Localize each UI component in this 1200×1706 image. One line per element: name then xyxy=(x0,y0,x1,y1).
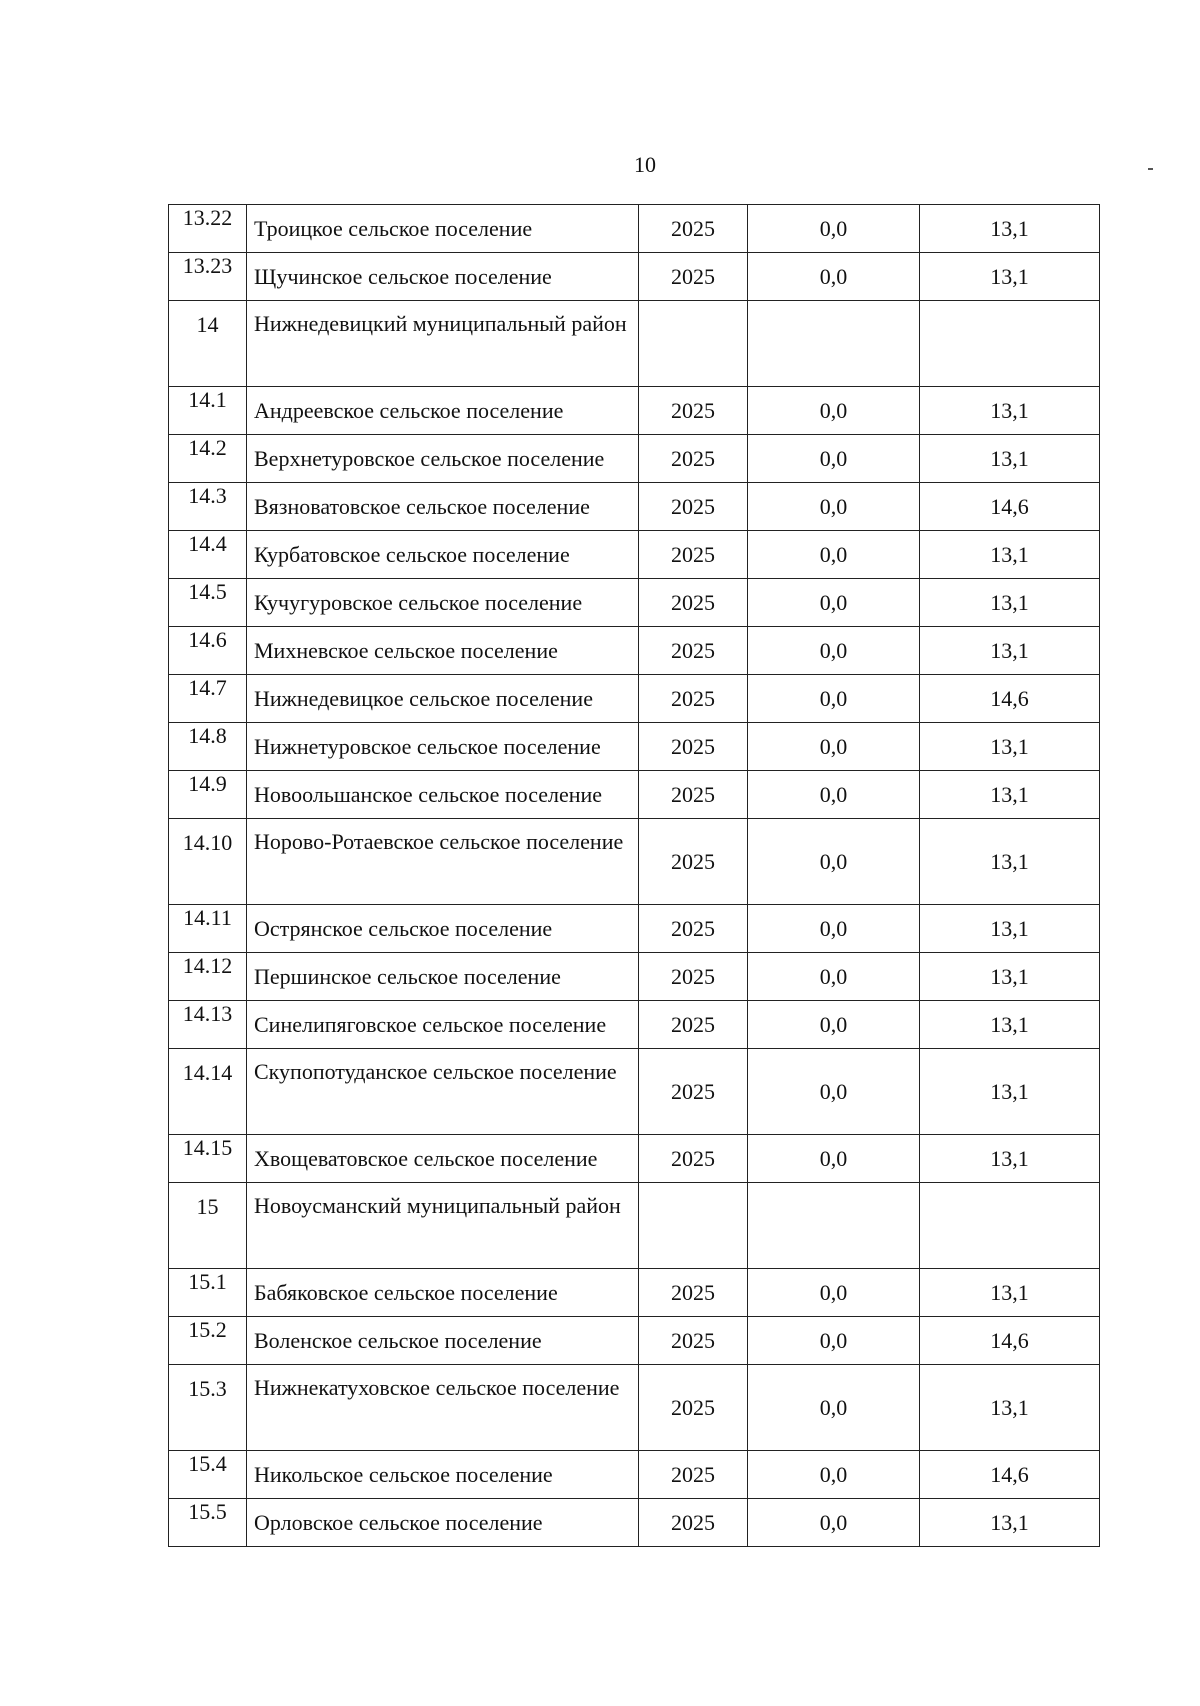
value-1-cell: 0,0 xyxy=(748,1001,920,1049)
value-1-cell: 0,0 xyxy=(748,771,920,819)
settlement-name-cell: Щучинское сельское поселение xyxy=(247,253,639,301)
value-1-cell: 0,0 xyxy=(748,1269,920,1317)
value-1-cell: 0,0 xyxy=(748,1135,920,1183)
table-row xyxy=(169,1317,1100,1365)
row-number-cell: 14 xyxy=(169,301,247,387)
value-1-cell: 0,0 xyxy=(748,953,920,1001)
row-number-cell: 14.15 xyxy=(169,1135,247,1183)
year-cell xyxy=(639,1183,748,1269)
value-1-cell: 0,0 xyxy=(748,1499,920,1547)
year-cell: 2025 xyxy=(639,953,748,1001)
row-number-cell: 15.4 xyxy=(169,1451,247,1499)
settlement-name-cell: Вязноватовское сельское поселение xyxy=(247,483,639,531)
row-number-cell: 13.23 xyxy=(169,253,247,301)
value-2-cell: 13,1 xyxy=(920,579,1100,627)
table-row xyxy=(169,675,1100,723)
settlement-name-cell: Курбатовское сельское поселение xyxy=(247,531,639,579)
row-number-cell: 15 xyxy=(169,1183,247,1269)
value-2-cell: 13,1 xyxy=(920,253,1100,301)
value-2-cell: 14,6 xyxy=(920,1317,1100,1365)
settlement-name-cell: Андреевское сельское поселение xyxy=(247,387,639,435)
value-1-cell xyxy=(748,301,920,387)
year-cell: 2025 xyxy=(639,1499,748,1547)
settlement-name-cell: Михневское сельское поселение xyxy=(247,627,639,675)
value-2-cell: 13,1 xyxy=(920,531,1100,579)
table-row xyxy=(169,953,1100,1001)
value-2-cell: 14,6 xyxy=(920,1451,1100,1499)
row-number-cell: 14.10 xyxy=(169,819,247,905)
settlement-name-cell: Новоусманский муниципальный район xyxy=(247,1183,639,1269)
settlement-name-cell: Скупопотуданское сельское поселение xyxy=(247,1049,639,1135)
settlement-name-cell: Верхнетуровское сельское поселение xyxy=(247,435,639,483)
value-2-cell: 13,1 xyxy=(920,1365,1100,1451)
value-2-cell: 13,1 xyxy=(920,1269,1100,1317)
settlement-name-cell: Бабяковское сельское поселение xyxy=(247,1269,639,1317)
value-2-cell: 13,1 xyxy=(920,1049,1100,1135)
row-number-cell: 14.3 xyxy=(169,483,247,531)
settlement-name-cell: Острянское сельское поселение xyxy=(247,905,639,953)
value-2-cell: 13,1 xyxy=(920,435,1100,483)
table-row xyxy=(169,1049,1100,1135)
value-1-cell: 0,0 xyxy=(748,387,920,435)
settlement-name-cell: Нижнекатуховское сельское поселение xyxy=(247,1365,639,1451)
row-number-cell: 15.3 xyxy=(169,1365,247,1451)
table-row xyxy=(169,627,1100,675)
row-number-cell: 15.2 xyxy=(169,1317,247,1365)
value-2-cell: 13,1 xyxy=(920,1499,1100,1547)
table-row xyxy=(169,771,1100,819)
settlement-name-cell: Нижнедевицкий муниципальный район xyxy=(247,301,639,387)
settlement-name-cell: Орловское сельское поселение xyxy=(247,1499,639,1547)
row-number-cell: 14.12 xyxy=(169,953,247,1001)
year-cell: 2025 xyxy=(639,1049,748,1135)
value-2-cell: 13,1 xyxy=(920,953,1100,1001)
value-2-cell: 13,1 xyxy=(920,627,1100,675)
year-cell: 2025 xyxy=(639,675,748,723)
row-number-cell: 14.5 xyxy=(169,579,247,627)
table-row xyxy=(169,435,1100,483)
year-cell: 2025 xyxy=(639,205,748,253)
value-2-cell: 13,1 xyxy=(920,905,1100,953)
value-1-cell: 0,0 xyxy=(748,1049,920,1135)
table-row xyxy=(169,387,1100,435)
year-cell: 2025 xyxy=(639,627,748,675)
settlement-name-cell: Норово-Ротаевское сельское поселение xyxy=(247,819,639,905)
row-number-cell: 14.13 xyxy=(169,1001,247,1049)
data-table xyxy=(168,204,1100,1547)
value-2-cell: 14,6 xyxy=(920,675,1100,723)
settlement-name-cell: Синелипяговское сельское поселение xyxy=(247,1001,639,1049)
table-row xyxy=(169,1451,1100,1499)
row-number-cell: 14.2 xyxy=(169,435,247,483)
row-number-cell: 13.22 xyxy=(169,205,247,253)
value-2-cell: 14,6 xyxy=(920,483,1100,531)
year-cell: 2025 xyxy=(639,579,748,627)
year-cell: 2025 xyxy=(639,723,748,771)
row-number-cell: 15.5 xyxy=(169,1499,247,1547)
table-row xyxy=(169,1001,1100,1049)
value-1-cell: 0,0 xyxy=(748,675,920,723)
row-number-cell: 14.6 xyxy=(169,627,247,675)
settlement-name-cell: Новоольшанское сельское поселение xyxy=(247,771,639,819)
scan-mark xyxy=(1148,168,1153,170)
page-number: 10 xyxy=(634,152,656,177)
table-body xyxy=(169,205,1100,1547)
row-number-cell: 15.1 xyxy=(169,1269,247,1317)
year-cell: 2025 xyxy=(639,1001,748,1049)
table-row xyxy=(169,531,1100,579)
settlement-name-cell: Нижнедевицкое сельское поселение xyxy=(247,675,639,723)
year-cell: 2025 xyxy=(639,1317,748,1365)
value-2-cell: 13,1 xyxy=(920,1001,1100,1049)
settlement-name-cell: Хвощеватовское сельское поселение xyxy=(247,1135,639,1183)
value-1-cell: 0,0 xyxy=(748,253,920,301)
value-1-cell: 0,0 xyxy=(748,435,920,483)
value-2-cell: 13,1 xyxy=(920,387,1100,435)
year-cell: 2025 xyxy=(639,1135,748,1183)
settlement-name-cell: Никольское сельское поселение xyxy=(247,1451,639,1499)
table-row xyxy=(169,579,1100,627)
value-1-cell: 0,0 xyxy=(748,819,920,905)
value-2-cell: 13,1 xyxy=(920,205,1100,253)
value-2-cell xyxy=(920,1183,1100,1269)
value-1-cell: 0,0 xyxy=(748,627,920,675)
table-row xyxy=(169,253,1100,301)
value-1-cell: 0,0 xyxy=(748,1451,920,1499)
year-cell: 2025 xyxy=(639,771,748,819)
table-row xyxy=(169,905,1100,953)
value-1-cell xyxy=(748,1183,920,1269)
value-2-cell: 13,1 xyxy=(920,723,1100,771)
table-row xyxy=(169,1269,1100,1317)
row-number-cell: 14.14 xyxy=(169,1049,247,1135)
row-number-cell: 14.11 xyxy=(169,905,247,953)
table-row xyxy=(169,1365,1100,1451)
settlement-name-cell: Воленское сельское поселение xyxy=(247,1317,639,1365)
year-cell: 2025 xyxy=(639,531,748,579)
value-2-cell: 13,1 xyxy=(920,819,1100,905)
row-number-cell: 14.7 xyxy=(169,675,247,723)
settlement-name-cell: Кучугуровское сельское поселение xyxy=(247,579,639,627)
row-number-cell: 14.9 xyxy=(169,771,247,819)
year-cell: 2025 xyxy=(639,1269,748,1317)
value-1-cell: 0,0 xyxy=(748,579,920,627)
year-cell: 2025 xyxy=(639,905,748,953)
settlement-name-cell: Першинское сельское поселение xyxy=(247,953,639,1001)
year-cell: 2025 xyxy=(639,483,748,531)
year-cell: 2025 xyxy=(639,435,748,483)
value-1-cell: 0,0 xyxy=(748,1317,920,1365)
value-1-cell: 0,0 xyxy=(748,483,920,531)
table-row xyxy=(169,483,1100,531)
value-2-cell: 13,1 xyxy=(920,771,1100,819)
settlement-name-cell: Нижнетуровское сельское поселение xyxy=(247,723,639,771)
year-cell: 2025 xyxy=(639,1365,748,1451)
value-1-cell: 0,0 xyxy=(748,531,920,579)
value-2-cell xyxy=(920,301,1100,387)
value-1-cell: 0,0 xyxy=(748,1365,920,1451)
year-cell: 2025 xyxy=(639,1451,748,1499)
table-row xyxy=(169,1183,1100,1269)
value-1-cell: 0,0 xyxy=(748,723,920,771)
year-cell: 2025 xyxy=(639,819,748,905)
table-row xyxy=(169,205,1100,253)
row-number-cell: 14.4 xyxy=(169,531,247,579)
table-row xyxy=(169,723,1100,771)
value-2-cell: 13,1 xyxy=(920,1135,1100,1183)
row-number-cell: 14.8 xyxy=(169,723,247,771)
table-row xyxy=(169,1135,1100,1183)
settlement-name-cell: Троицкое сельское поселение xyxy=(247,205,639,253)
value-1-cell: 0,0 xyxy=(748,205,920,253)
table-row xyxy=(169,819,1100,905)
row-number-cell: 14.1 xyxy=(169,387,247,435)
year-cell: 2025 xyxy=(639,387,748,435)
value-1-cell: 0,0 xyxy=(748,905,920,953)
year-cell xyxy=(639,301,748,387)
year-cell: 2025 xyxy=(639,253,748,301)
table-row xyxy=(169,1499,1100,1547)
table-row xyxy=(169,301,1100,387)
